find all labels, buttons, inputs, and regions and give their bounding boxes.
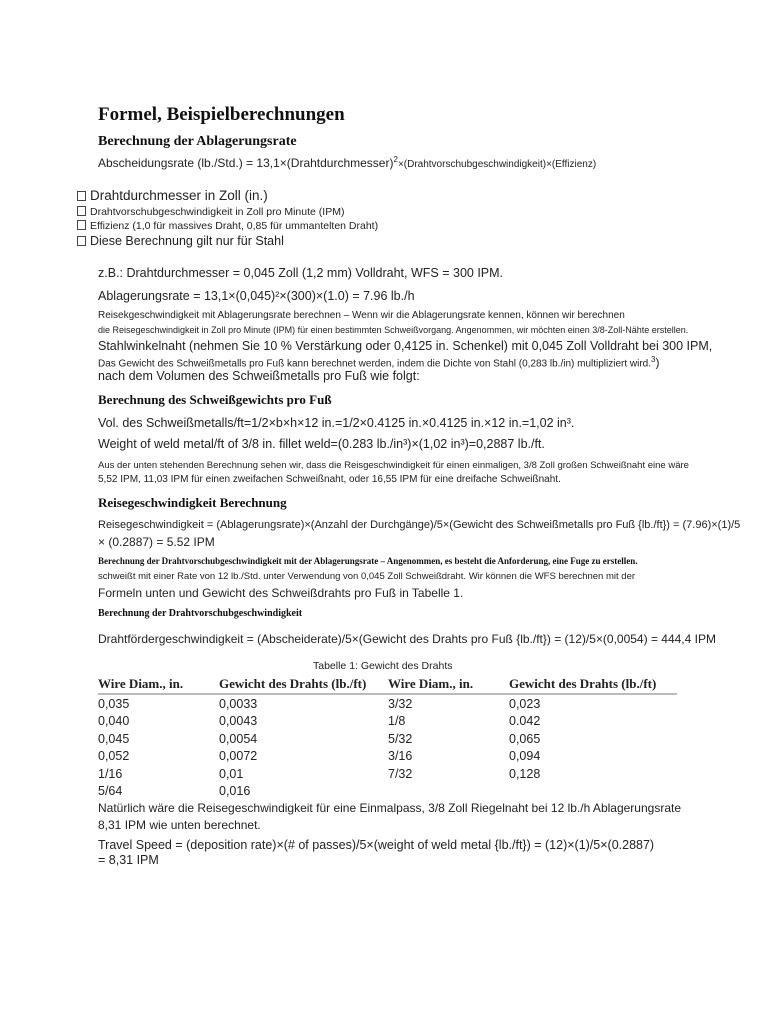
section-heading-travel-speed: Reisegeschwindigkeit Berechnung <box>98 495 287 510</box>
table-row: 0,045 0,0054 5/32 0,065 <box>98 731 541 746</box>
weld-weight-line: Weight of weld metal/ft of 3/8 in. fillet weld=(0.283 lb./in³)×(1,02 in³)=0,2887 lb./ft. <box>98 437 545 451</box>
closing-line: Natürlich wäre die Reisegeschwindigkeit für eine Einmalpass, 3/8 Zoll Riegelnaht bei 12 lb./h Ablagerungsrate <box>98 801 681 815</box>
weld-volume-line: Vol. des Schweißmetalls/ft=1/2×b×h×12 in.=1/2×0.4125 in.×0.4125 in.×12 in.=1,02 in³. <box>98 416 575 430</box>
checkbox-glyph-icon <box>77 191 86 201</box>
column-header: Wire Diam., in. <box>98 674 219 694</box>
table-row: 0,040 0,0043 1/8 0.042 <box>98 714 541 729</box>
table-header-row <box>98 674 677 694</box>
example-line: die Reisegeschwindigkeit in Zoll pro Minute (IPM) für einen bestimmten Schweißvorgang. Angenommen, wir möchten einen 3/8-Zoll-Nähte erstellen. <box>98 325 689 335</box>
column-header: Wire Diam., in. <box>388 674 509 694</box>
checkbox-glyph-icon <box>77 220 86 230</box>
column-header: Gewicht des Drahts (lb./ft) <box>219 674 388 694</box>
bullet-item: Diese Berechnung gilt nur für Stahl <box>77 234 284 248</box>
example-line: Ablagerungsrate = 13,1×(0,045)²×(300)×(1.0) = 7.96 lb./h <box>98 289 415 303</box>
example-line: z.B.: Drahtdurchmesser = 0,045 Zoll (1,2 mm) Volldraht, WFS = 300 IPM. <box>98 266 504 280</box>
example-line: Reisekgeschwindigkeit mit Ablagerungsrate berechnen – Wenn wir die Ablagerungsrate kennen, können wir berechnen <box>98 310 625 321</box>
example-line: Das Gewicht des Schweißmetalls pro Fuß kann berechnet werden, indem die Dichte von Stahl (0,283 lb./in) multipliziert wird.$^3$) <box>98 355 660 370</box>
travel-speed-line: Formeln unten und Gewicht des Schweißdrahts pro Fuß in Tabelle 1. <box>98 586 464 600</box>
closing-line: Travel Speed = (deposition rate)×(# of passes)/5×(weight of weld metal {lb./ft}) = (12)×(1)/5×(0.2887) <box>98 838 655 852</box>
wire-weight-table <box>98 674 677 800</box>
bullet-item: Effizienz (1,0 für massives Draht, 0,85 für ummantelten Draht) <box>77 220 378 232</box>
checkbox-glyph-icon <box>77 206 86 216</box>
wire-feed-line: Drahtfördergeschwindigkeit = (Abscheiderate)/5×(Gewicht des Drahts pro Fuß {lb./ft}) = (12)/5×(0,0054) = 444,4 IPM <box>98 632 716 646</box>
example-line: Stahlwinkelnaht (nehmen Sie 10 % Verstärkung oder 0,4125 in. Schenkel) mit 0,045 Zoll Volldraht bei 300 IPM, <box>98 339 713 353</box>
bullet-item: Drahtvorschubgeschwindigkeit in Zoll pro Minute (IPM) <box>77 206 344 218</box>
weld-text-line: 5,52 IPM, 11,03 IPM für einen zweifachen Schweißnaht, oder 16,55 IPM für eine dreifache Schweißnaht. <box>98 474 561 485</box>
page-title: Formel, Beispielberechnungen <box>98 104 345 125</box>
section-heading-weld-weight: Berechnung des Schweißgewichts pro Fuß <box>98 392 332 407</box>
deposition-formula-tail: ×(Drahtvorschubgeschwindigkeit)×(Effizienz) <box>397 159 597 170</box>
weld-text-line: Aus der unten stehenden Berechnung sehen wir, dass die Reisgeschwindigkeit für einen einmaligen, 3/8 Zoll großen Schweißnaht eine wäre <box>98 460 689 471</box>
table-row: 1/16 0,01 7/32 0,128 <box>98 766 541 781</box>
table-row: 5/64 0,016 <box>98 784 251 799</box>
example-line: nach dem Volumen des Schweißmetalls pro Fuß wie folgt: <box>98 369 420 383</box>
deposition-formula <box>98 155 596 170</box>
deposition-formula-main: Abscheidungsrate (lb./Std.) = 13,1×(Drahtdurchmesser) <box>98 156 394 170</box>
deposition-formula-exponent: 2 <box>393 155 398 164</box>
table-row: 0,035 0,0033 3/32 0,023 <box>98 696 541 711</box>
section-heading-deposition-rate: Berechnung der Ablagerungsrate <box>98 134 297 149</box>
column-header: Gewicht des Drahts (lb./ft) <box>509 674 677 694</box>
closing-line: 8,31 IPM wie unten berechnet. <box>98 818 261 832</box>
travel-speed-line: schweißt mit einer Rate von 12 lb./Std. unter Verwendung von 0,045 Zoll Schweißdraht. Wir können die WFS berechnen mit der <box>98 571 636 582</box>
travel-speed-line: Berechnung der Drahtvorschubgeschwindigkeit mit der Ablagerungsrate – Angenommen, es besteht die Anforderung, eine Fuge zu erstellen. <box>98 556 638 566</box>
bullet-item: Drahtdurchmesser in Zoll (in.) <box>77 188 268 203</box>
travel-speed-line: Reisegeschwindigkeit = (Ablagerungsrate)×(Anzahl der Durchgänge)/5×(Gewicht des Schweißmetalls pro Fuß {lb./ft}) = (7.96)×(1)/5 <box>98 519 741 531</box>
table-row: 0,052 0,0072 3/16 0,094 <box>98 749 541 764</box>
closing-line: = 8,31 IPM <box>98 853 159 867</box>
travel-speed-line: × (0.2887) = 5.52 IPM <box>98 535 215 549</box>
checkbox-glyph-icon <box>77 236 86 246</box>
section-heading-wire-feed: Berechnung der Drahtvorschubgeschwindigkeit <box>98 608 303 619</box>
table-caption: Tabelle 1: Gewicht des Drahts <box>313 660 453 672</box>
